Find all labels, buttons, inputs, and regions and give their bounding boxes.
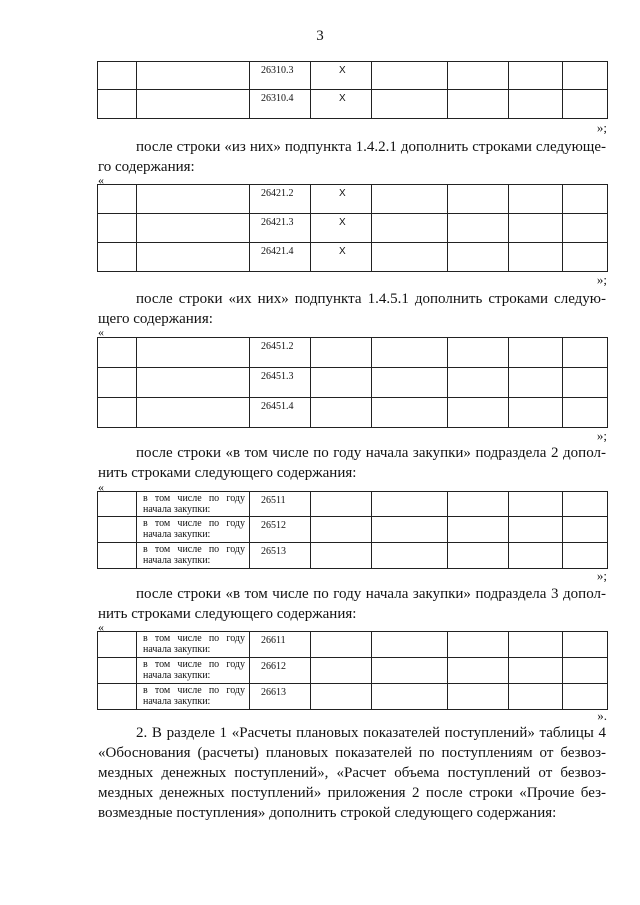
paragraph-line: возмездные поступления» дополнить строкой следующего содержания: [98, 805, 557, 821]
paragraph-line: щего содержания: [98, 311, 213, 327]
table-row [98, 398, 608, 428]
row-label: в том числе по году начала закупки: [137, 684, 250, 710]
paragraph-4 [98, 584, 606, 624]
row-mark: X [311, 214, 372, 243]
row-code: 26310.3 [250, 62, 311, 90]
paragraph-line: после строки «в том числе по году начала закупки» подраздела 2 допол- [136, 445, 606, 461]
paragraph-line: мездных денежных поступлений» приложения 2 после строки «Прочие без- [98, 785, 606, 801]
paragraph-line: после строки «из них» подпункта 1.4.2.1 дополнить строками следующе- [136, 139, 606, 155]
table-row [98, 62, 608, 90]
paragraph-line: после строки «их них» подпункта 1.4.5.1 дополнить строками следую- [136, 291, 606, 307]
row-mark: X [311, 62, 372, 90]
table-5 [97, 631, 608, 710]
row-code: 26421.2 [250, 185, 311, 214]
paragraph-line: 2. В разделе 1 «Расчеты плановых показателей поступлений» таблицы 4 [136, 725, 606, 741]
table-row [98, 632, 608, 658]
page-number: 3 [316, 28, 324, 44]
table-row [98, 185, 608, 214]
table-end-mark: »; [596, 428, 607, 443]
row-mark: X [311, 90, 372, 119]
row-code: 26451.4 [250, 398, 311, 428]
table-row [98, 543, 608, 569]
table-4 [97, 491, 608, 569]
paragraph-line: го содержания: [98, 159, 195, 175]
paragraph-line: нить строками следующего содержания: [98, 606, 357, 622]
table-1 [97, 61, 608, 119]
table-row [98, 684, 608, 710]
paragraph-line: нить строками следующего содержания: [98, 465, 357, 481]
row-label: в том числе по году начала закупки: [137, 492, 250, 517]
row-code: 26421.4 [250, 243, 311, 272]
table-row [98, 658, 608, 684]
open-quote: « [98, 173, 104, 187]
row-code: 26611 [250, 632, 311, 658]
open-quote: « [98, 620, 104, 634]
paragraph-1 [98, 137, 606, 177]
paragraph-3 [98, 443, 606, 483]
table-row [98, 368, 608, 398]
table-end-mark: ». [597, 708, 607, 723]
table-row [98, 243, 608, 272]
row-label: в том числе по году начала закупки: [137, 632, 250, 658]
table-end-mark: »; [596, 568, 607, 583]
table-row [98, 338, 608, 368]
row-label: в том числе по году начала закупки: [137, 543, 250, 569]
row-code: 26310.4 [250, 90, 311, 119]
open-quote: « [98, 480, 104, 494]
paragraph-5 [98, 723, 606, 823]
row-code: 26513 [250, 543, 311, 569]
row-label: в том числе по году начала закупки: [137, 658, 250, 684]
open-quote: « [98, 325, 104, 339]
row-code: 26511 [250, 492, 311, 517]
row-label: в том числе по году начала закупки: [137, 517, 250, 543]
paragraph-line: мездных денежных поступлений», «Расчет объема поступлений от безвоз- [98, 765, 606, 781]
row-code: 26512 [250, 517, 311, 543]
table-row [98, 492, 608, 517]
table-row [98, 90, 608, 119]
paragraph-line: после строки «в том числе по году начала закупки» подраздела 3 допол- [136, 586, 606, 602]
row-code: 26421.3 [250, 214, 311, 243]
row-code: 26613 [250, 684, 311, 710]
row-mark: X [311, 243, 372, 272]
table-row [98, 517, 608, 543]
table-2 [97, 184, 608, 272]
row-code: 26451.2 [250, 338, 311, 368]
table-row [98, 214, 608, 243]
row-mark: X [311, 185, 372, 214]
paragraph-2 [98, 289, 606, 329]
table-end-mark: »; [596, 272, 607, 287]
row-code: 26612 [250, 658, 311, 684]
row-code: 26451.3 [250, 368, 311, 398]
table-3 [97, 337, 608, 428]
paragraph-line: «Обоснования (расчеты) плановых показателей по поступлениям от безвоз- [98, 745, 606, 761]
table-end-mark: »; [596, 120, 607, 135]
